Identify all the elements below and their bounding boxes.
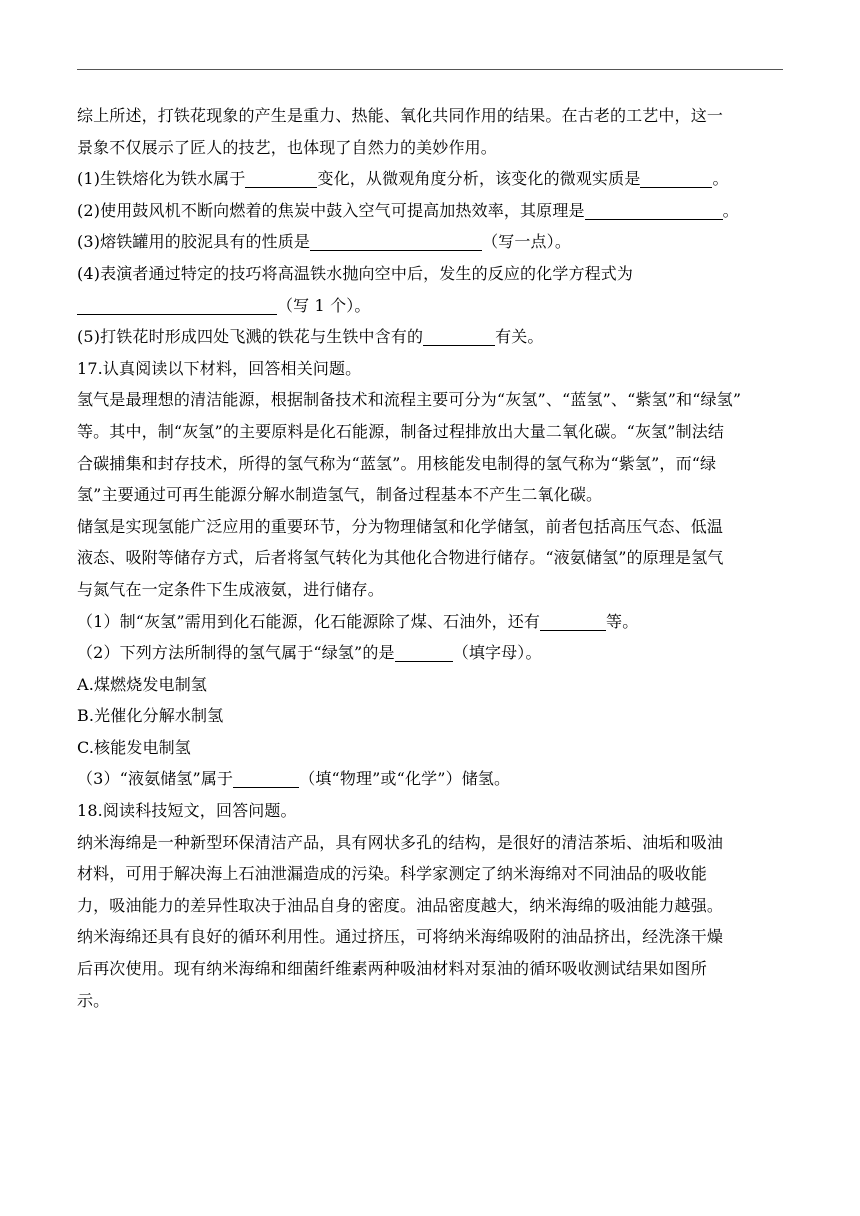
question-text: （填字母）。 bbox=[452, 643, 542, 663]
question-text: （1）制“灰氢”需用到化石能源，化石能源除了煤、石油外，还有 bbox=[77, 611, 541, 631]
question-text: 等。 bbox=[606, 611, 639, 631]
paragraph-line: 力，吸油能力的差异性取决于油品自身的密度。油品密度越大，纳米海绵的吸油能力越强。 bbox=[77, 895, 724, 915]
answer-blank[interactable] bbox=[585, 199, 723, 220]
question-text: 变化，从微观角度分析，该变化的微观实质是 bbox=[317, 169, 641, 189]
paragraph-line: 氢气是最理想的清洁能源，根据制备技术和流程主要可分为“灰氢”、“蓝氢”、“紫氢”和“绿氢” bbox=[77, 390, 742, 410]
question-17-3 bbox=[77, 763, 787, 795]
question-17-title: 17.认真阅读以下材料，回答相关问题。 bbox=[77, 358, 362, 378]
answer-blank[interactable] bbox=[395, 641, 453, 662]
question-text: (1)生铁熔化为铁水属于 bbox=[77, 169, 246, 189]
paragraph-line: 景象不仅展示了匠人的技艺，也体现了自然力的美妙作用。 bbox=[77, 137, 497, 157]
header-rule bbox=[77, 69, 783, 70]
option-b: B.光催化分解水制氢 bbox=[77, 706, 224, 726]
paragraph-line: 液态、吸附等储存方式，后者将氢气转化为其他化合物进行储存。“液氨储氢”的原理是氢气 bbox=[77, 548, 724, 568]
question-18-title: 18.阅读科技短文，回答问题。 bbox=[77, 801, 297, 821]
answer-blank[interactable] bbox=[245, 167, 317, 188]
paragraph-line: 纳米海绵还具有良好的循环利用性。通过挤压，可将纳米海绵吸附的油品挤出，经洗涤干燥 bbox=[77, 927, 724, 947]
option-c: C.核能发电制氢 bbox=[77, 737, 191, 757]
question-text: （2）下列方法所制得的氢气属于“绿氢”的是 bbox=[77, 643, 395, 663]
paragraph-line: 综上所述，打铁花现象的产生是重力、热能、氧化共同作用的结果。在古老的工艺中，这一 bbox=[77, 106, 724, 125]
question-text: (2)使用鼓风机不断向燃着的焦炭中鼓入空气可提高加热效率，其原理是 bbox=[77, 200, 585, 220]
question-16-4-answer bbox=[77, 290, 787, 322]
question-text: (5)打铁花时形成四处飞溅的铁花与生铁中含有的 bbox=[77, 327, 424, 347]
paragraph-line: 纳米海绵是一种新型环保清洁产品，具有网状多孔的结构，是很好的清洁茶垢、油垢和吸油 bbox=[77, 832, 724, 852]
question-17-2 bbox=[77, 637, 787, 669]
question-16-5 bbox=[77, 321, 787, 353]
question-text: （3）“液氨储氢”属于 bbox=[77, 769, 234, 789]
question-17-1 bbox=[77, 606, 787, 638]
answer-blank[interactable] bbox=[423, 325, 495, 346]
paragraph-line: 与氮气在一定条件下生成液氨，进行储存。 bbox=[77, 579, 384, 599]
question-16-3 bbox=[77, 226, 787, 258]
question-text: 有关。 bbox=[495, 327, 544, 347]
paragraph-line: 合碳捕集和封存技术，所得的氢气称为“蓝氢”。用核能发电制得的氢气称为“紫氢”，而“绿 bbox=[77, 453, 717, 473]
question-text: 。 bbox=[712, 169, 729, 189]
paragraph-line: 氢”主要通过可再生能源分解水制造氢气，制备过程基本不产生二氧化碳。 bbox=[77, 485, 603, 505]
question-text: (3)熔铁罐用的胶泥具有的性质是 bbox=[77, 232, 311, 252]
paragraph-line: 后再次使用。现有纳米海绵和细菌纤维素两种吸油材料对泵油的循环吸收测试结果如图所 bbox=[77, 959, 707, 979]
paragraph-line: 等。其中，制“灰氢”的主要原料是化石能源，制备过程排放出大量二氧化碳。“灰氢”制法结 bbox=[77, 421, 725, 441]
answer-blank[interactable] bbox=[540, 610, 606, 631]
option-a: A.煤燃烧发电制氢 bbox=[77, 674, 207, 694]
document-body bbox=[77, 100, 787, 1016]
paragraph-line: 材料，可用于解决海上石油泄漏造成的污染。科学家测定了纳米海绵对不同油品的吸收能 bbox=[77, 864, 707, 884]
question-text: （写一点）。 bbox=[482, 232, 571, 252]
question-text: （填“物理”或“化学”）储氢。 bbox=[299, 769, 511, 789]
answer-blank[interactable] bbox=[77, 294, 277, 315]
paragraph-line: 储氢是实现氢能广泛应用的重要环节，分为物理储氢和化学储氢，前者包括高压气态、低温 bbox=[77, 516, 724, 536]
question-text: （写 1 个）。 bbox=[277, 295, 371, 315]
question-16-2 bbox=[77, 195, 787, 227]
answer-blank[interactable] bbox=[233, 767, 299, 788]
answer-blank[interactable] bbox=[640, 167, 712, 188]
answer-blank[interactable] bbox=[310, 230, 482, 251]
question-16-4: (4)表演者通过特定的技巧将高温铁水抛向空中后，发生的反应的化学方程式为 bbox=[77, 263, 634, 283]
question-text: 。 bbox=[722, 200, 739, 220]
paragraph-line: 示。 bbox=[77, 990, 110, 1010]
question-16-1 bbox=[77, 163, 787, 195]
